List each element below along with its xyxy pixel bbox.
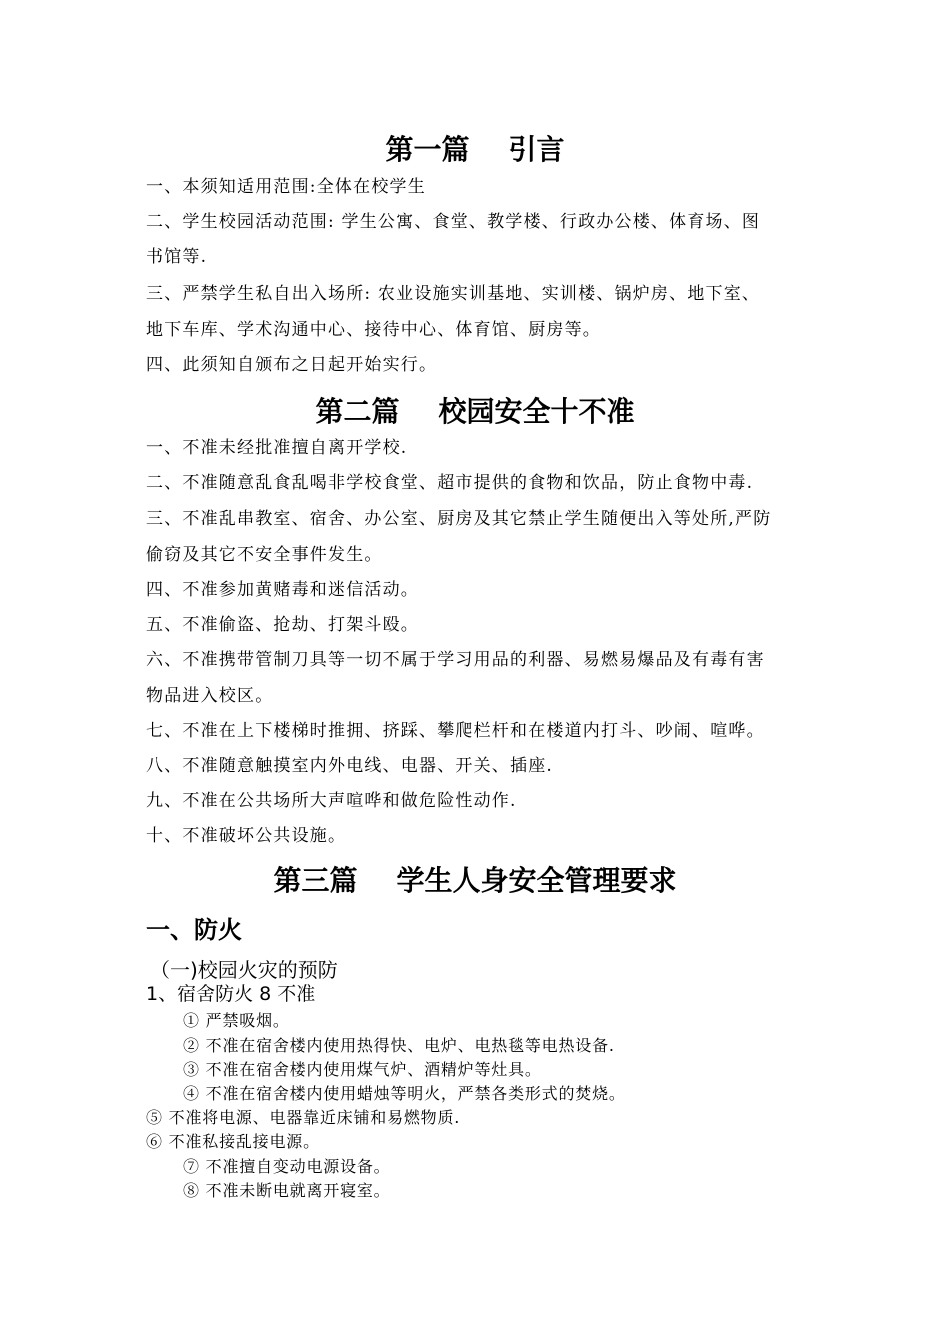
rule-heading: 1、宿舍防火 8 不准 xyxy=(146,983,316,1005)
part1-line-3: 书馆等. xyxy=(146,247,208,267)
part2-line-6: 五、不准偷盗、抢劫、打架斗殴。 xyxy=(146,615,419,635)
part2-line-10: 八、不准随意触摸室内外电线、电器、开关、插座. xyxy=(146,756,554,776)
part2-title: 第二篇 校园安全十不准 xyxy=(315,395,635,428)
part2-line-7: 六、不准携带管制刀具等一切不属于学习用品的利器、易燃易爆品及有毒有害 xyxy=(146,650,765,670)
part2-line-9: 七、不准在上下楼梯时推拥、挤踩、攀爬栏杆和在楼道内打斗、吵闹、喧哗。 xyxy=(146,721,765,741)
part1-line-2: 二、学生校园活动范围: 学生公寓、食堂、教学楼、行政办公楼、体育场、图 xyxy=(146,212,761,232)
subsection-heading: （一)校园火灾的预防 xyxy=(150,958,338,982)
rule-item-2: ② 不准在宿舍楼内使用热得快、电炉、电热毯等电热设备. xyxy=(183,1036,615,1055)
part3-title: 第三篇 学生人身安全管理要求 xyxy=(273,864,677,897)
part1-line-1: 一、本须知适用范围:全体在校学生 xyxy=(146,177,426,197)
rule-item-8: ⑧ 不准未断电就离开寝室。 xyxy=(183,1181,391,1200)
rule-item-7: ⑦ 不准擅自变动电源设备。 xyxy=(183,1157,391,1176)
part1-line-4: 三、严禁学生私自出入场所: 农业设施实训基地、实训楼、锅炉房、地下室、 xyxy=(146,284,761,304)
part2-line-5: 四、不准参加黄赌毒和迷信活动。 xyxy=(146,580,419,600)
part2-line-4: 偷窃及其它不安全事件发生。 xyxy=(146,545,383,565)
rule-item-6: ⑥ 不准私接乱接电源。 xyxy=(146,1132,320,1151)
part2-line-12: 十、不准破坏公共设施。 xyxy=(146,826,347,846)
part1-title: 第一篇 引言 xyxy=(385,133,565,166)
part2-line-8: 物品进入校区。 xyxy=(146,686,274,706)
part2-line-2: 二、不准随意乱食乱喝非学校食堂、超市提供的食物和饮品，防止食物中毒. xyxy=(146,473,754,493)
rule-item-1: ① 严禁吸烟。 xyxy=(183,1011,290,1030)
rule-item-5: ⑤ 不准将电源、电器靠近床铺和易燃物质. xyxy=(146,1108,461,1127)
part1-line-6: 四、此须知自颁布之日起开始实行。 xyxy=(146,355,438,375)
part2-line-3: 三、不准乱串教室、宿舍、办公室、厨房及其它禁止学生随便出入等处所,严防 xyxy=(146,509,772,529)
rule-item-4: ④ 不准在宿舍楼内使用蜡烛等明火，严禁各类形式的焚烧。 xyxy=(183,1084,626,1103)
part2-line-11: 九、不准在公共场所大声喧哗和做危险性动作. xyxy=(146,791,517,811)
part1-line-5: 地下车库、学术沟通中心、接待中心、体育馆、厨房等。 xyxy=(146,320,601,340)
rule-item-3: ③ 不准在宿舍楼内使用煤气炉、酒精炉等灶具。 xyxy=(183,1060,542,1079)
part2-line-1: 一、不准未经批准擅自离开学校. xyxy=(146,438,408,458)
section-heading-fire: 一、防火 xyxy=(146,916,242,944)
